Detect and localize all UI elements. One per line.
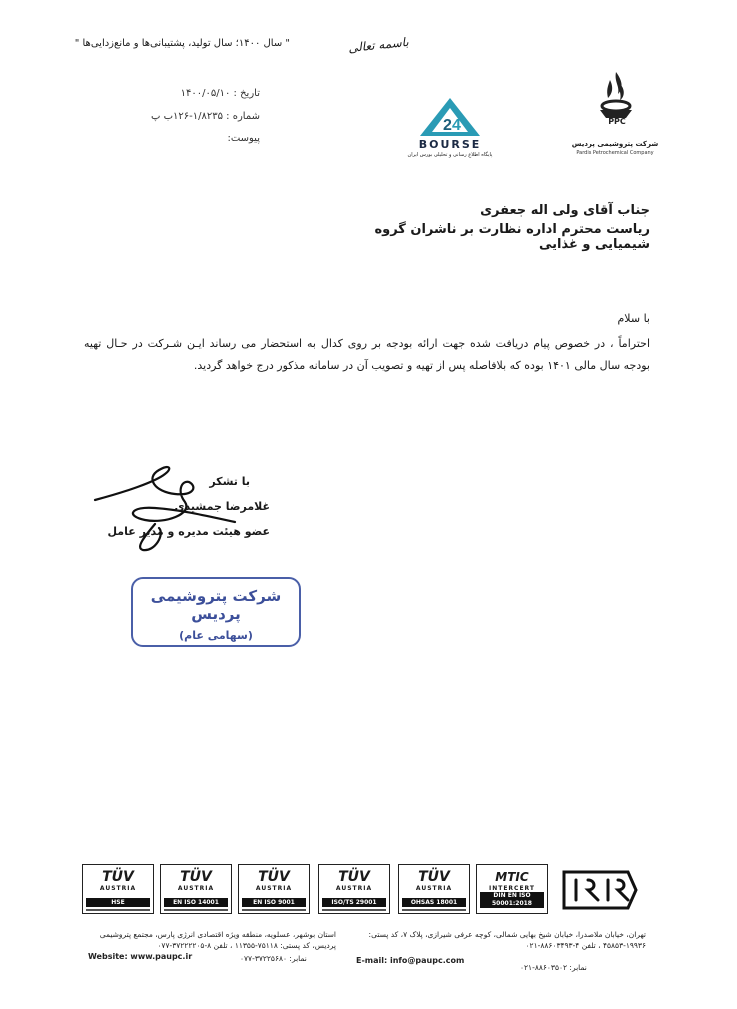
svg-text:4: 4 (452, 117, 461, 134)
cert-country: AUSTRIA (255, 885, 293, 892)
bourse-logo-text: BOURSE (418, 138, 482, 151)
cert-brand: MTIC (495, 870, 529, 884)
cert-brand: TÜV (102, 869, 134, 885)
letter-attachment: پیوست: (227, 133, 260, 144)
cert-standard: OHSAS 18001 (402, 898, 466, 907)
email-link[interactable]: E-mail: info@paupc.com (356, 956, 465, 965)
tehran-address: تهران، خیابان ملاصدرا، خیابان شیخ بهایی شمالی، کوچه عرفی شیرازی، پلاک ۷، کد پستی: ۱۹۹۳۶-۴۵۸۵۳ ، تلفن ۴-۸۸۶۰۳۴۹۳-۰۲۱ (368, 930, 646, 950)
ppc-logo-text: PPC (608, 117, 626, 126)
cert-country: AUSTRIA (335, 885, 373, 892)
stamp-title: شرکت پتروشیمی پردیس (150, 587, 282, 623)
letter-number: شماره : ۱/۸۲۳۵-۱۲۶ب پ (151, 111, 260, 122)
cert-standard: EN ISO 14001 (164, 898, 228, 907)
certificate-badge (398, 864, 470, 914)
ppc-company-name-en: Pardis Petrochemical Company (576, 150, 654, 156)
cert-standard: DIN EN ISO 50001:2018 (480, 892, 544, 908)
certificate-badge (238, 864, 310, 914)
cert-country: INTERCERT (488, 885, 535, 892)
bourse-logo-subtitle: پایگاه اطلاع رسانی و تحلیلی بورس ایران (407, 152, 493, 158)
signer-name: غلامرضا جمشیدی (174, 500, 270, 513)
iranian-quality-logo-icon (558, 866, 640, 914)
signer-position: عضو هیئت مدیره و مدیر عامل (107, 525, 270, 538)
company-stamp (131, 577, 301, 647)
cert-brand: TÜV (258, 869, 290, 885)
cert-standard: EN ISO 9001 (242, 898, 306, 907)
certificate-badge (476, 864, 548, 914)
certificate-logos (82, 864, 642, 916)
cert-brand: TÜV (338, 869, 370, 885)
certificate-badge (318, 864, 390, 914)
cert-brand: TÜV (418, 869, 450, 885)
letter-body: احتراماً ، در خصوص پیام دریافت شده جهت ارائه بودجه بر روی کدال به استحضار می رساند ایـن شـرکت در حـال تهیه بودجه سال مالی ۱۴۰۱ بوده که بلافاصله پس از تهیه و تصویب آن در سامانه مذکور درج خواهد گردید. (84, 337, 650, 372)
letter-date: تاریخ : ۱۴۰۰/۰۵/۱۰ (180, 88, 260, 99)
greeting: با سلام (617, 312, 650, 325)
addressee-title: ریاست محترم اداره نظارت بر ناشران گروه شیمیایی و غذایی (374, 222, 650, 252)
cert-country: AUSTRIA (177, 885, 215, 892)
cert-country: AUSTRIA (415, 885, 453, 892)
cert-standard: HSE (86, 898, 150, 907)
website-link[interactable]: Website: www.paupc.ir (88, 952, 193, 961)
cert-country: AUSTRIA (99, 885, 137, 892)
year-slogan: " سال ۱۴۰۰؛ سال تولید، پشتیبانی‌ها و مانع‌زدایی‌ها " (74, 38, 290, 49)
addressee-name: جناب آقای ولی اله جعفری (480, 203, 650, 218)
stamp-subtitle: (سهامی عام) (179, 629, 253, 642)
closing-thanks: با تشکر (209, 475, 250, 488)
bushehr-address: استان بوشهر، عسلویه، منطقه ویژه اقتصادی انرژی پارس، مجتمع پتروشیمی پردیس، کد پستی: ۷۵۱۱۸-۱۱۳۵۵ ، تلفن ۸-۳۷۲۲۲۲۰۵-۰۷۷ (99, 930, 336, 950)
cert-brand: TÜV (180, 869, 212, 885)
basmala: باسمه تعالی (347, 34, 410, 56)
tehran-fax: نمابر: ۸۸۶۰۳۵۰۲-۰۲۱ (520, 963, 587, 972)
certificate-badge (82, 864, 154, 914)
certificate-badge (160, 864, 232, 914)
cert-standard: ISO/TS 29001 (322, 898, 386, 907)
bushehr-fax: نمابر: ۳۷۲۲۵۶۸۰-۰۷۷ (240, 954, 307, 963)
svg-text:2: 2 (443, 117, 452, 134)
ppc-company-name-fa: شرکت پتروشیمی پردیس (571, 140, 659, 148)
